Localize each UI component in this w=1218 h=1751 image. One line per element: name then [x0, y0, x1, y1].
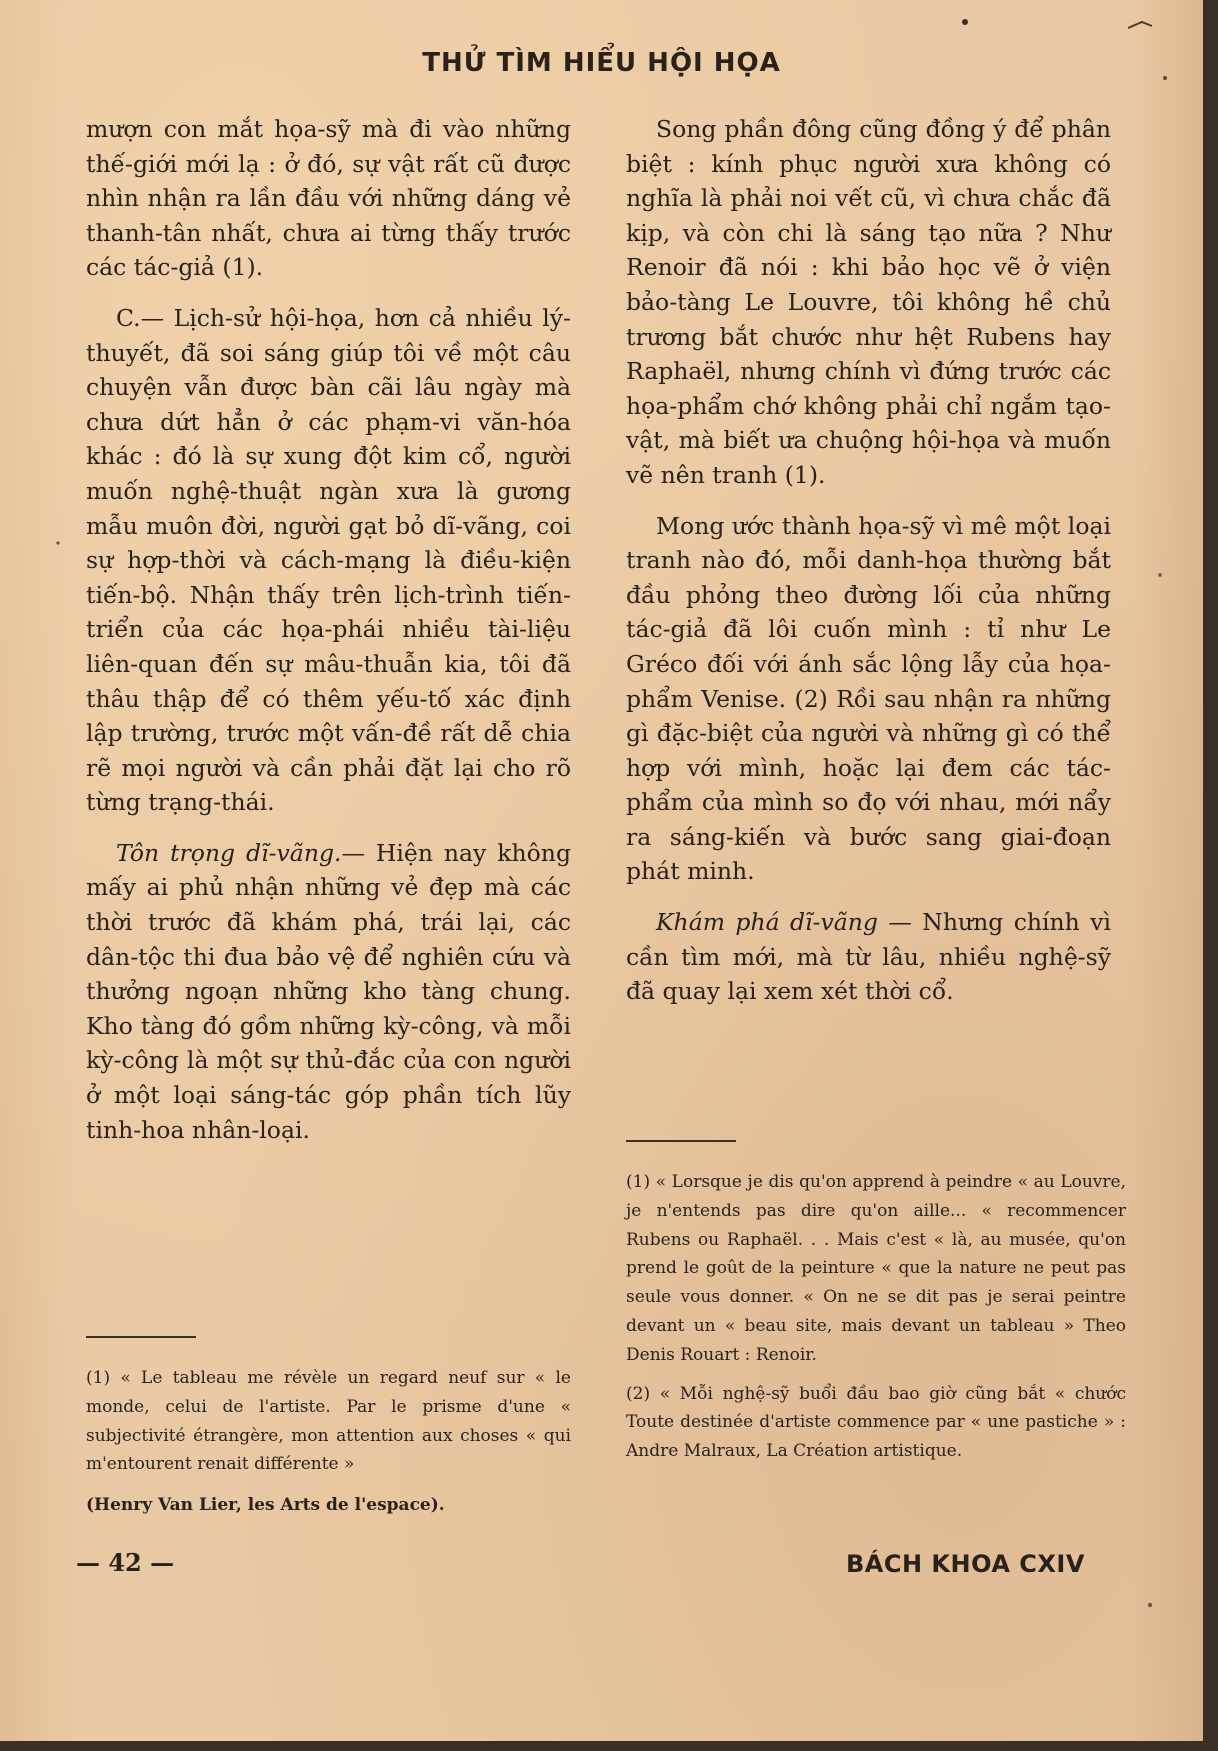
right-section-text: Nhưng chính vì cần tìm mới, mà từ lâu, nhiều nghệ-sỹ đã quay lại xem xét thời cổ.: [626, 908, 1111, 1006]
speck: [1158, 573, 1162, 577]
footnote-left-1: (1) « Le tableau me révèle un regard neuf sur « le monde, celui de l'artiste. Par le prisme d'une « subjectivité étrangère, mon attention aux choses « qui m'entourent renait différente »: [86, 1368, 571, 1475]
footnote-right-1: (1) « Lorsque je dis qu'on apprend à peindre « au Louvre, je n'entends pas dire qu'on aille... « recommencer Rubens ou Raphaël. . . Mais c'est « là, au musée, qu'on prend le goût de la peinture « que la nature ne peut pas seule vous donner. « On ne se dit pas je serai peintre devant un « beau site, mais devant un tableau » Theo Denis Rouart : Renoir.: [626, 1172, 1126, 1365]
right-section-heading: Khám phá dĩ-vãng —: [656, 908, 912, 937]
page-number: — 42 —: [76, 1548, 175, 1577]
speck: [56, 541, 59, 544]
speck: [962, 19, 968, 25]
footnote-right-2: (2) « Mỗi nghệ-sỹ buổi đầu bao giờ cũng bắt « chước Toute destinée d'artiste commence par « une pastiche » : Andre Malraux, La Création artistique.: [626, 1383, 1126, 1462]
left-section-text: Hiện nay không mấy ai phủ nhận những vẻ đẹp mà các thời trước đã khám phá, trái lại, các dân-tộc thi đua bảo vệ để nghiên cứu và thưởng ngoạn những kho tàng chung. Kho tàng đó gồm những kỳ-công, và mỗi kỳ-công là một sự thủ-đắc của con người ở một loại sáng-tác góp phần tích lũy tinh-hoa nhân-loại.: [86, 838, 571, 1144]
speck: [1163, 76, 1167, 80]
edge-mark: [1128, 22, 1152, 28]
left-paragraph-1: mượn con mắt họa-sỹ mà đi vào những thế-giới mới lạ : ở đó, sự vật rất cũ được nhìn nhận ra lần đầu với những dáng vẻ thanh-tân nhất, chưa ai từng thấy trước các tác-giả (1).: [86, 115, 571, 282]
left-paragraph-2: C.— Lịch-sử hội-họa, hơn cả nhiều lý-thuyết, đã soi sáng giúp tôi về một câu chuyện vẫn được bàn cãi lâu ngày mà chưa dứt hẳn ở các phạm-vi văn-hóa khác : đó là sự xung đột kim cổ, người muốn nghệ-thuật ngàn xưa là gương mẫu muôn đời, người gạt bỏ dĩ-vãng, coi sự hợp-thời và cách-mạng là điều-kiện tiến-bộ. Nhận thấy trên lịch-trình tiến-triển của các họa-phái nhiều tài-liệu liên-quan đến sự mâu-thuẫn kia, tôi đã thâu thập để có thêm yếu-tố xác định lập trường, trước một vấn-đề rất dễ chia rẽ mọi người và cần phải đặt lại cho rõ từng trạng-thái.: [86, 303, 571, 817]
left-section-heading: Tôn trọng dĩ-vãng.—: [116, 838, 365, 867]
speck: [1148, 1603, 1152, 1607]
footnote-left-source: (Henry Van Lier, les Arts de l'espace).: [86, 1495, 445, 1516]
right-paragraph-1: Song phần đông cũng đồng ý để phân biệt : kính phục người xưa không có nghĩa là phải noi vết cũ, vì chưa chắc đã kịp, và còn chi là sáng tạo nữa ? Như Renoir đã nói : khi bảo học vẽ ở viện bảo-tàng Le Louvre, tôi không hề chủ trương bắt chước như hệt Rubens hay Raphaël, nhưng chính vì đứng trước các họa-phẩm chớ không phải chỉ ngắm tạo-vật, mà biết ưa chuộng hội-họa và muốn vẽ nên tranh (1).: [626, 115, 1111, 489]
right-paragraph-2: Mong ước thành họa-sỹ vì mê một loại tranh nào đó, mỗi danh-họa thường bắt đầu phỏng theo đường lối của những tác-giả đã lôi cuốn mình : tỉ như Le Gréco đối với ánh sắc lộng lẫy của họa-phẩm Venise. (2) Rồi sau nhận ra những gì đặc-biệt của người và những gì có thể hợp với mình, hoặc lại đem các tác-phẩm của mình so đọ với nhau, mới nẩy ra sáng-kiến và bước sang giai-đoạn phát minh.: [626, 511, 1111, 886]
running-head: THỬ TÌM HIỂU HỘI HỌA: [422, 48, 781, 78]
journal-title: BÁCH KHOA CXIV: [846, 1550, 1085, 1578]
